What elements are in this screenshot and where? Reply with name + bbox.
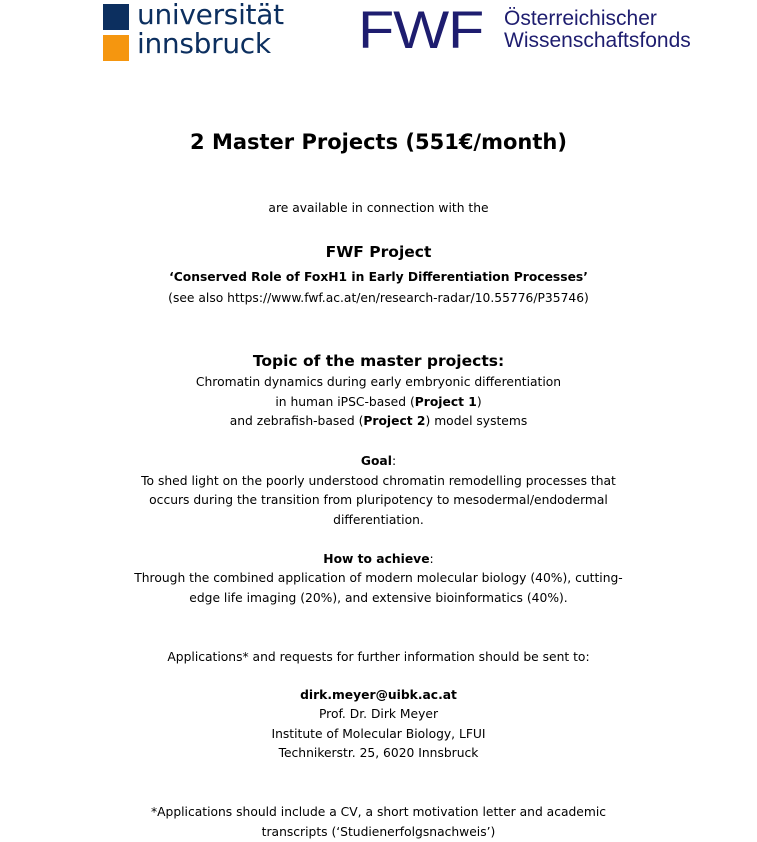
how-heading [0, 550, 757, 569]
contact-email[interactable]: dirk.meyer@uibk.ac.at [300, 688, 457, 702]
contact-name: Prof. Dr. Dirk Meyer [318, 707, 439, 721]
contact-intro: Applications* and requests for further information should be sent to: [167, 650, 590, 664]
project-heading: FWF Project [325, 243, 432, 261]
how-line2: edge life imaging (20%), and extensive bioinformatics (40%). [189, 591, 568, 605]
goal-line3: differentiation. [333, 513, 424, 527]
footnote-line2: transcripts (‘Studienerfolgsnachweis’) [261, 825, 496, 839]
text: in human iPSC-based ( [275, 395, 415, 409]
project-name: ‘Conserved Role of FoxH1 in Early Differentiation Processes’ [169, 270, 588, 284]
project1-label: Project 1 [414, 395, 477, 409]
uibk-line2: innsbruck [137, 27, 271, 60]
footnote-line1: *Applications should include a CV, a short motivation letter and academic [150, 805, 607, 819]
goal-label: Goal [360, 454, 392, 468]
uibk-line1: universität [137, 0, 284, 31]
fwf-line1: Österreichischer [504, 7, 657, 30]
contact-institute: Institute of Molecular Biology, LFUI [271, 727, 486, 741]
fwf-mark: FWF [358, 1, 484, 60]
topic-line2 [0, 393, 757, 412]
project2-label: Project 2 [363, 414, 426, 428]
text: : [391, 454, 397, 468]
text: ) model systems [425, 414, 528, 428]
universitaet-innsbruck-logo [103, 0, 318, 64]
goal-heading [0, 452, 757, 471]
topic-line1: Chromatin dynamics during early embryonic differentiation [195, 375, 562, 389]
fwf-wordmark [504, 8, 691, 52]
intro-text: are available in connection with the [268, 201, 489, 215]
page-title: 2 Master Projects (551€/month) [190, 130, 567, 154]
topic-heading: Topic of the master projects: [252, 352, 505, 370]
how-label: How to achieve [323, 552, 430, 566]
text: and zebrafish-based ( [229, 414, 364, 428]
how-line1: Through the combined application of modern molecular biology (40%), cutting- [134, 571, 623, 585]
text: : [429, 552, 434, 566]
fwf-line2: Wissenschaftsfonds [504, 29, 691, 52]
text: ) [476, 395, 482, 409]
uibk-wordmark [137, 0, 284, 58]
project-link[interactable]: (see also https://www.fwf.ac.at/en/research-radar/10.55776/P35746) [168, 291, 589, 305]
goal-line1: To shed light on the poorly understood chromatin remodelling processes that [141, 474, 616, 488]
goal-line2: occurs during the transition from pluripotency to mesodermal/endodermal [149, 493, 608, 507]
logo-orange-square [103, 35, 129, 61]
fwf-logo [358, 1, 718, 61]
logo-blue-square [103, 4, 129, 30]
topic-line3 [0, 412, 757, 431]
contact-address: Technikerstr. 25, 6020 Innsbruck [278, 746, 479, 760]
